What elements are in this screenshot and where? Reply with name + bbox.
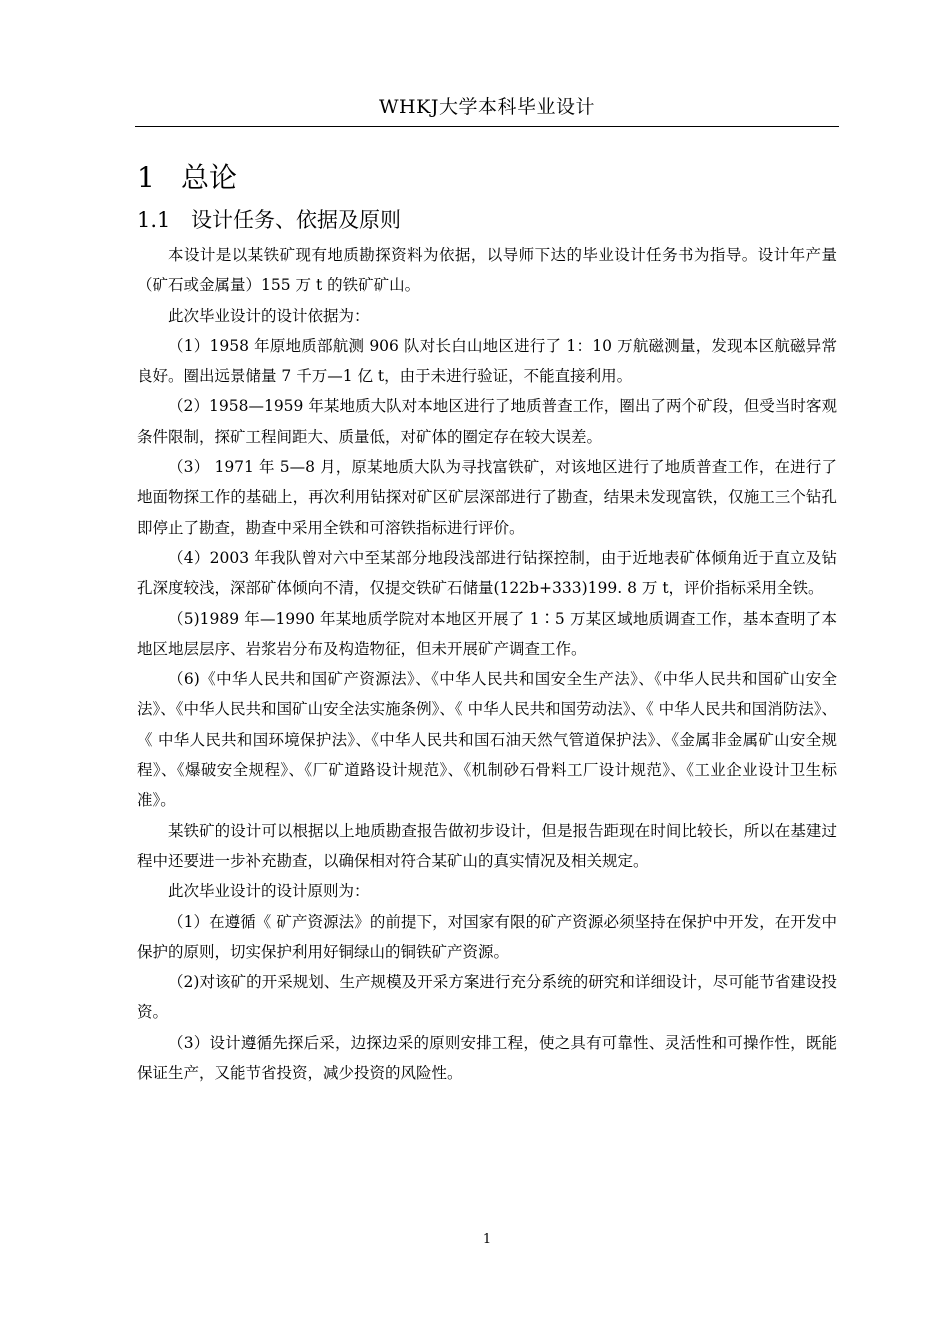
section-heading: [137, 203, 401, 237]
paragraph: 本设计是以某铁矿现有地质勘探资料为依据，以导师下达的毕业设计任务书为指导。设计年产量（矿石或金属量）155 万 t 的铁矿矿山。: [137, 246, 837, 295]
paragraph: （4）2003 年我队曾对六中至某部分地段浅部进行钻探控制，由于近地表矿体倾角近于直立及钻孔深度较浅，深部矿体倾向不清，仅提交铁矿石储量(122b+333)199. 8 万 t，评价指标采用全铁。: [137, 548, 837, 598]
paragraph: （2)对该矿的开采规划、生产规模及开采方案进行充分系统的研究和详细设计，尽可能节省建设投资。: [137, 973, 837, 1022]
page-header: WHKJ大学本科毕业设计: [379, 96, 595, 118]
header-divider: [135, 126, 839, 127]
paragraph: 此次毕业设计的设计依据为：: [168, 306, 370, 325]
section-title: 设计任务、依据及原则: [191, 208, 401, 232]
section-number: 1.1: [137, 208, 171, 232]
paragraph: （3） 1971 年 5—8 月，原某地质大队为寻找富铁矿，对该地区进行了地质普查工作，在进行了地面物探工作的基础上，再次利用钻探对矿区矿层深部进行了勘查，结果未发现富铁，仅施工三个钻孔即停止了勘查，勘查中采用全铁和可溶铁指标进行评价。: [137, 458, 837, 537]
paragraph: （5)1989 年—1990 年某地质学院对本地区开展了 1∶5 万某区域地质调查工作，基本查明了本地区地层层序、岩浆岩分布及构造物征，但未开展矿产调查工作。: [137, 609, 837, 658]
paragraph: （1）在遵循《 矿产资源法》的前提下，对国家有限的矿产资源必须坚持在保护中开发，在开发中保护的原则，切实保护利用好铜绿山的铜铁矿产资源。: [137, 912, 837, 961]
body-text: [137, 240, 837, 1088]
paragraph: （1）1958 年原地质部航测 906 队对长白山地区进行了 1：10 万航磁测量，发现本区航磁异常良好。圈出远景储量 7 千万—1 亿 t，由于未进行验证，不能直接利用。: [137, 336, 837, 386]
paragraph: （3）设计遵循先探后采，边探边采的原则安排工程，使之具有可靠性、灵活性和可操作性，既能保证生产，又能节省投资，减少投资的风险性。: [137, 1033, 837, 1083]
chapter-number: 1: [137, 161, 155, 194]
paragraph: 某铁矿的设计可以根据以上地质勘查报告做初步设计，但是报告距现在时间比较长，所以在基建过程中还要进一步补充勘查，以确保相对符合某矿山的真实情况及相关规定。: [137, 821, 837, 870]
chapter-heading: [137, 158, 237, 198]
paragraph: 此次毕业设计的设计原则为：: [168, 882, 370, 901]
paragraph: （2）1958—1959 年某地质大队对本地区进行了地质普查工作，圈出了两个矿段，但受当时客观条件限制，探矿工程间距大、质量低，对矿体的圈定存在较大误差。: [137, 397, 837, 446]
page-number: 1: [482, 1232, 492, 1247]
paragraph: （6)《中华人民共和国矿产资源法》、《中华人民共和国安全生产法》、《中华人民共和国矿山安全法》、《中华人民共和国矿山安全法实施条例》、《 中华人民共和国劳动法》、《 中华人民共和国消防法》、《 中华人民共和国环境保护法》、《中华人民共和国石油天然气管道保护法》、《金属非金属矿山安全规程》、《爆破安全规程》、《厂矿道路设计规范》、《机制砂石骨料工厂设计规范》、《工业企业设计卫生标准》。: [137, 670, 837, 810]
chapter-title: 总论: [181, 161, 238, 194]
